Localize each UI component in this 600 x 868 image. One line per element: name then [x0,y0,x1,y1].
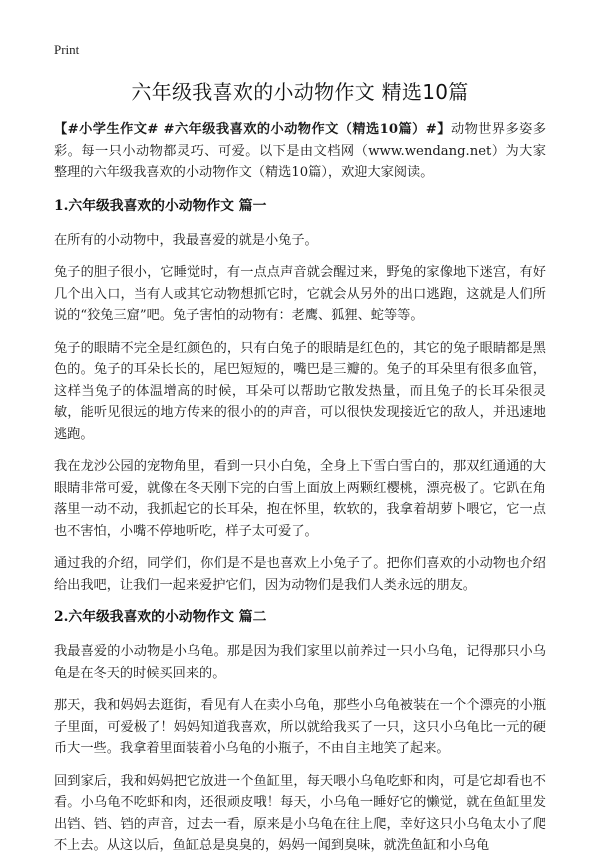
section-2-paragraph: 回到家后，我和妈妈把它放进一个鱼缸里，每天喂小乌龟吃虾和肉，可是它却看也不看。小乌龟不吃虾和肉，还很顽皮哦！每天，小乌龟一睡好它的懒觉，就在鱼缸里发出铛、铛、铛的声音，过去一看，原来是小乌龟在往上爬，幸好这只小乌龟太小了爬不上去。从这以后，鱼缸总是臭臭的，妈妈一闻到臭味，就洗鱼缸和小乌龟 [54,773,546,853]
section-1-paragraph: 兔子的胆子很小，它睡觉时，有一点点声音就会醒过来，野兔的家像地下迷宫，有好几个出入口，当有人或其它动物想抓它时，它就会从另外的出口逃跑，这就是人们所说的“狡兔三窟”吧。兔子害怕的动物有：老鹰、狐狸、蛇等等。 [54,265,546,323]
intro-text: 动物世界多姿多彩。每一只小动物都灵巧、可爱。以下是由文档网（www.wendang.net）为大家整理的六年级我喜欢的小动物作文（精选10篇），欢迎大家阅读。 [54,122,547,180]
section-1-paragraph: 兔子的眼睛不完全是红颜色的，只有白兔子的眼睛是红色的，其它的兔子眼睛都是黑色的。兔子的耳朵长长的，尾巴短短的，嘴巴是三瓣的。兔子的耳朵里有很多血管，这样当兔子的体温增高的时候，耳朵可以帮助它散发热量，而且兔子的长耳朵很灵敏，能听见很远的地方传来的很小的的声音，可以很快发现接近它的敌人，并迅速地逃跑。 [54,340,546,442]
section-1-paragraph: 通过我的介绍，同学们，你们是不是也喜欢上小兔子了。把你们喜欢的小动物也介绍给出我吧，让我们一起来爱护它们，因为动物们是我们人类永远的朋友。 [54,556,546,593]
section-heading-1: 1.六年级我喜欢的小动物作文 篇一 [54,197,267,214]
intro-tags: 【#小学生作文# #六年级我喜欢的小动物作文（精选10篇）#】 [54,122,451,137]
section-heading-2: 2.六年级我喜欢的小动物作文 篇二 [54,609,267,625]
print-label: Print [54,42,80,57]
section-1-paragraph: 我在龙沙公园的宠物角里，看到一只小白兔，全身上下雪白雪白的，那双红通通的大眼睛非常可爱，就像在冬天刚下完的白雪上面放上两颗红樱桃，漂亮极了。它趴在角落里一动不动，我抓起它的长耳朵，抱在怀里，软软的，我拿着胡萝卜喂它，它一点也不害怕，小嘴不停地听吃，样子太可爱了。 [54,459,546,539]
section-2-paragraph: 我最喜爱的小动物是小乌龟。那是因为我们家里以前养过一只小乌龟，记得那只小乌龟是在冬天的时候买回来的。 [54,644,546,681]
document-title: 六年级我喜欢的小动物作文 精选10篇 [131,80,469,104]
intro-paragraph [54,119,546,184]
document-body [54,119,546,868]
section-2-paragraph: 那天，我和妈妈去逛街，看见有人在卖小乌龟，那些小乌龟被装在一个个漂亮的小瓶子里面，可爱极了！妈妈知道我喜欢，所以就给我买了一只，这只小乌龟比一元的硬币大一些。我拿着里面装着小乌龟的小瓶子，不由自主地笑了起来。 [54,698,546,756]
section-1-paragraph: 在所有的小动物中，我最喜爱的就是小兔子。 [54,232,318,248]
